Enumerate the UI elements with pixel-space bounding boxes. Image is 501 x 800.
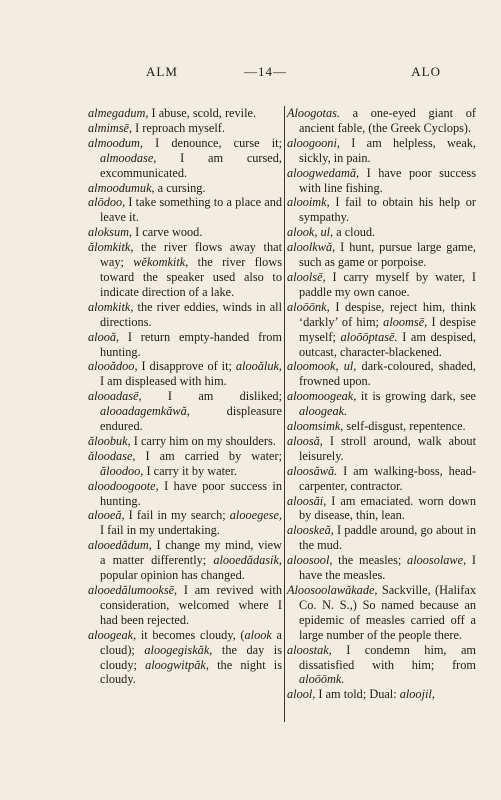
headword: alooegese, [229, 508, 282, 523]
headword: aloosăwă. [287, 463, 338, 478]
headword: aloōōnk, [287, 299, 330, 314]
headword: almimsē, [88, 120, 133, 135]
dictionary-entry [287, 270, 476, 300]
headword: alooadagemkăwă, [100, 404, 190, 419]
dictionary-entry [287, 553, 476, 583]
dictionary-entry [88, 330, 282, 360]
dictionary-entry [287, 583, 476, 643]
headword: alook, ul, [287, 225, 334, 240]
headword: aloogeak, [88, 627, 137, 642]
headword: ălomkitk, [88, 240, 134, 255]
headword: alōdoo, [88, 195, 126, 210]
right-column [287, 106, 476, 702]
definition-text: I paddle around, go about in the mud. [299, 523, 476, 553]
dictionary-entry [88, 628, 282, 688]
headword: almoodumuk, [88, 180, 155, 195]
definition-text: I abuse, scold, revile. [148, 106, 257, 120]
headword: aloosăi, [287, 493, 327, 508]
definition-text: I change my mind, view a matter differently; [100, 538, 282, 568]
running-header [78, 64, 441, 82]
headword: alooskeă, [287, 523, 334, 538]
headword: alooedădasik, [213, 553, 282, 568]
header-left-guide-word: ALM [146, 64, 178, 79]
definition-text: self-disgust, repentence. [343, 419, 466, 434]
headword: alook [244, 627, 272, 642]
dictionary-entry [287, 166, 476, 196]
definition-text: I disapprove of it; [137, 359, 236, 374]
headword: alooeă, [88, 508, 125, 523]
headword: aloosolawe, [407, 553, 467, 568]
definition-text: I carry him on my shoulders. [130, 433, 276, 448]
dictionary-entry [88, 106, 282, 121]
dictionary-entry [88, 359, 282, 389]
dictionary-entry [88, 538, 282, 583]
dictionary-entry [287, 464, 476, 494]
headword: Aloosoolawăkade, [287, 583, 378, 597]
headword: aloomook, ul, [287, 359, 357, 374]
headword: aloosool, [287, 553, 333, 568]
headword: alool, [287, 687, 316, 702]
header-right-guide-word: ALO [411, 64, 441, 79]
dictionary-entry [287, 195, 476, 225]
headword: aloostak, [287, 642, 332, 657]
definition-text: a one-eyed giant of ancient fable, (the Greek Cyclops). [299, 106, 476, 135]
dictionary-entry [287, 687, 476, 702]
dictionary-entry [88, 136, 282, 181]
definition-text: I am despised, outcast, character-blackened. [299, 329, 476, 359]
headword: ăloodase, [88, 448, 136, 463]
headword: ăloodoo, [100, 463, 144, 478]
definition-text: dark-coloured, shaded, frowned upon. [299, 359, 476, 389]
headword: alooădoo, [88, 359, 138, 374]
definition-text: I condemn him, am dissatisfied with him; from [299, 642, 476, 672]
definition-text: a cloud. [333, 225, 376, 240]
definition-text: I have the measles. [299, 553, 476, 583]
definition-text: the river flows away that way; [100, 240, 282, 270]
headword: aloolkwă, [287, 240, 336, 255]
headword: Aloogotas. [287, 106, 340, 120]
headword: aloogegiskăk, [144, 642, 213, 657]
dictionary-entry [287, 240, 476, 270]
headword: aloogwitpăk, [145, 657, 209, 672]
headword: aloōōptasē. [340, 329, 398, 344]
dictionary-entry [287, 494, 476, 524]
definition-text: I despise, reject him, think ‘darkly’ of him; [299, 299, 476, 329]
definition-text: I am cursed, excommunicated. [100, 150, 282, 180]
definition-text: popular opinion has changed. [100, 568, 245, 583]
definition-text: it is growing dark, see [356, 389, 476, 404]
definition-text: I am carried by water; [135, 448, 282, 463]
headword: aloomsimk, [287, 419, 344, 434]
dictionary-entry [287, 225, 476, 240]
headword: alooadasē, [88, 389, 142, 404]
definition-text: I am displeased with him. [100, 374, 227, 389]
headword: aloodoogoote, [88, 478, 159, 493]
definition-text: I carve wood. [132, 225, 203, 240]
headword: alooedădum, [88, 538, 152, 553]
headword: aloojil, [399, 687, 435, 702]
dictionary-entry [88, 508, 282, 538]
headword: alooă, [88, 329, 120, 344]
dictionary-entry [88, 225, 282, 240]
definition-text: it becomes cloudy, ( [136, 627, 245, 642]
dictionary-entry [88, 434, 282, 449]
definition-text: I denounce, curse it; [143, 135, 282, 150]
dictionary-entry [88, 121, 282, 136]
column-divider [284, 106, 285, 722]
headword: aloogwedamă, [287, 165, 360, 180]
dictionary-entry [88, 300, 282, 330]
definition-text: I hunt, pursue large game, such as game or porpoise. [299, 240, 476, 270]
definition-text: I carry myself by water, I paddle my own canoe. [299, 269, 476, 299]
headword: almoodase, [100, 150, 157, 165]
definition-text: I despise myself; [299, 314, 476, 344]
definition-text: the day is cloudy; [100, 642, 283, 672]
headword: aloogeak. [299, 404, 348, 419]
definition-text: I am helpless, weak, sickly, in pain. [299, 135, 476, 165]
headword: wĕkomkitk, [133, 255, 189, 270]
dictionary-entry [287, 300, 476, 360]
headword: alooedălumooksē, [88, 583, 178, 597]
definition-text: the night is cloudy. [100, 657, 282, 687]
headword: alooăluk, [235, 359, 282, 374]
dictionary-entry [88, 181, 282, 196]
definition-text: I have poor success in hunting. [100, 478, 282, 508]
dictionary-entry [88, 583, 282, 628]
dictionary-entry [287, 136, 476, 166]
definition-text: a cloud); [100, 627, 282, 657]
definition-text: I stroll around, walk about leisurely. [299, 433, 476, 463]
headword: aloosă, [287, 433, 323, 448]
headword: aloomoogeak, [287, 389, 357, 404]
dictionary-entry [287, 106, 476, 136]
definition-text: I have poor success with line fishing. [299, 165, 476, 195]
dictionary-entry [287, 419, 476, 434]
definition-text: I take something to a place and leave it. [100, 195, 282, 225]
headword: alooimk, [287, 195, 330, 210]
headword: aloomsē, [383, 314, 428, 329]
definition-text: I am emaciated. worn down by disease, thin, lean. [299, 493, 476, 523]
definition-text: I fail in my undertaking. [100, 523, 220, 538]
headword: aloogooni, [287, 135, 340, 150]
headword: aloolsē, [287, 269, 326, 284]
definition-text: I fail to obtain his help or sympathy. [299, 195, 476, 225]
definition-text: the river eddies, winds in all directions. [100, 299, 282, 329]
dictionary-entry [88, 479, 282, 509]
definition-text: Sackville, (Halifax Co. N. S.,) So named because an epidemic of measles carried off a large number of the people there. [299, 583, 476, 642]
dictionary-entry [88, 449, 282, 479]
definition-text: I return empty-handed from hunting. [100, 329, 282, 359]
definition-text: I carry it by water. [143, 463, 237, 478]
definition-text: I reproach myself. [132, 120, 225, 135]
dictionary-entry [88, 240, 282, 300]
definition-text: displeasure endured. [100, 404, 282, 434]
dictionary-entry [287, 359, 476, 389]
definition-text: I am walking-boss, head-carpenter, contractor. [299, 463, 476, 493]
dictionary-entry [287, 643, 476, 688]
definition-text: a cursing. [154, 180, 206, 195]
dictionary-entry [287, 389, 476, 419]
dictionary-entry [287, 523, 476, 553]
definition-text: I fail in my search; [124, 508, 230, 523]
left-column [88, 106, 282, 687]
headword: aloōōmk. [299, 672, 345, 687]
dictionary-entry [287, 434, 476, 464]
headword: almegadum, [88, 106, 149, 120]
dictionary-entry [88, 195, 282, 225]
definition-text: I am disliked; [141, 389, 282, 404]
headword: ăloobuk, [88, 433, 131, 448]
headword: aloksum, [88, 225, 133, 240]
headword: alomkitk, [88, 299, 134, 314]
page-number: —14— [244, 64, 287, 79]
definition-text: the river flows toward the speaker used also to indicate direction of a lake. [100, 255, 282, 299]
dictionary-entry [88, 389, 282, 434]
definition-text: the measles; [332, 553, 408, 568]
definition-text: I am revived with consideration, welcomed where I had been rejected. [100, 583, 282, 627]
definition-text: I am told; Dual: [315, 687, 400, 702]
headword: almoodum, [88, 135, 143, 150]
